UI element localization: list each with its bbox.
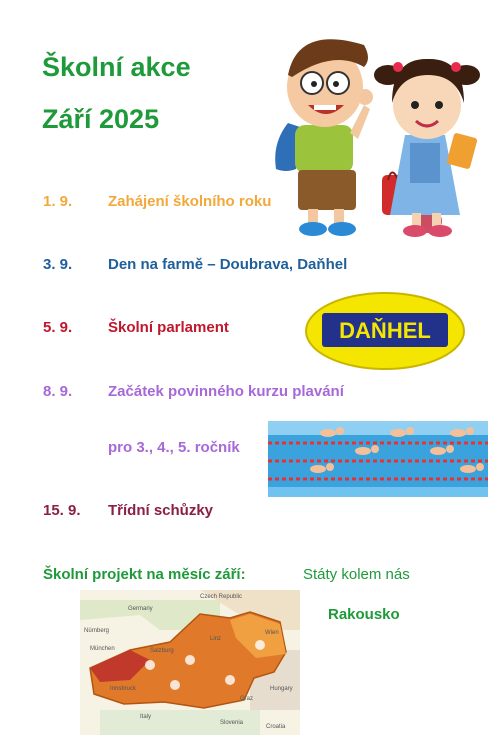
project-topic: Státy kolem nás — [303, 566, 410, 583]
map-label: Salzburg — [150, 648, 174, 654]
page-title-1: Školní akce — [42, 52, 191, 82]
event-date: 1. 9. — [43, 193, 73, 210]
event-text: Školní parlament — [108, 319, 229, 336]
event-text: pro 3., 4., 5. ročník — [108, 439, 240, 456]
logo-text: DAŇHEL — [339, 318, 431, 343]
swimming-pool-image — [268, 421, 488, 497]
map-label: Innsbruck — [110, 686, 137, 692]
kids-illustration — [270, 25, 485, 240]
map-label: München — [90, 646, 115, 652]
project-country: Rakousko — [328, 606, 400, 623]
map-label: Nürnberg — [84, 628, 110, 634]
map-label: Graz — [240, 696, 254, 702]
girl-figure — [374, 59, 480, 237]
event-text: Den na farmě – Doubrava, Daňhel — [108, 256, 348, 273]
map-label: Slovenia — [220, 720, 244, 726]
event-text: Třídní schůzky — [108, 502, 214, 519]
project-label: Školní projekt na měsíc září: — [43, 566, 246, 583]
map-label: Linz — [210, 636, 222, 642]
event-date: 8. 9. — [43, 383, 73, 400]
event-date: 5. 9. — [43, 319, 73, 336]
event-text: Začátek povinného kurzu plavání — [108, 383, 344, 400]
event-text: Zahájení školního roku — [108, 193, 272, 210]
map-label: Wien — [265, 630, 279, 636]
boy-figure — [275, 39, 373, 236]
event-date: 15. 9. — [43, 502, 81, 519]
event-date: 3. 9. — [43, 256, 73, 273]
danhel-logo — [304, 291, 466, 371]
page-title-2: Září 2025 — [42, 104, 160, 134]
austria-map — [80, 590, 300, 735]
map-label: Italy — [140, 714, 152, 720]
map-label: Czech Republic — [200, 594, 243, 600]
map-label: Germany — [128, 606, 153, 612]
map-label: Croatia — [266, 724, 286, 730]
map-label: Hungary — [270, 686, 293, 692]
